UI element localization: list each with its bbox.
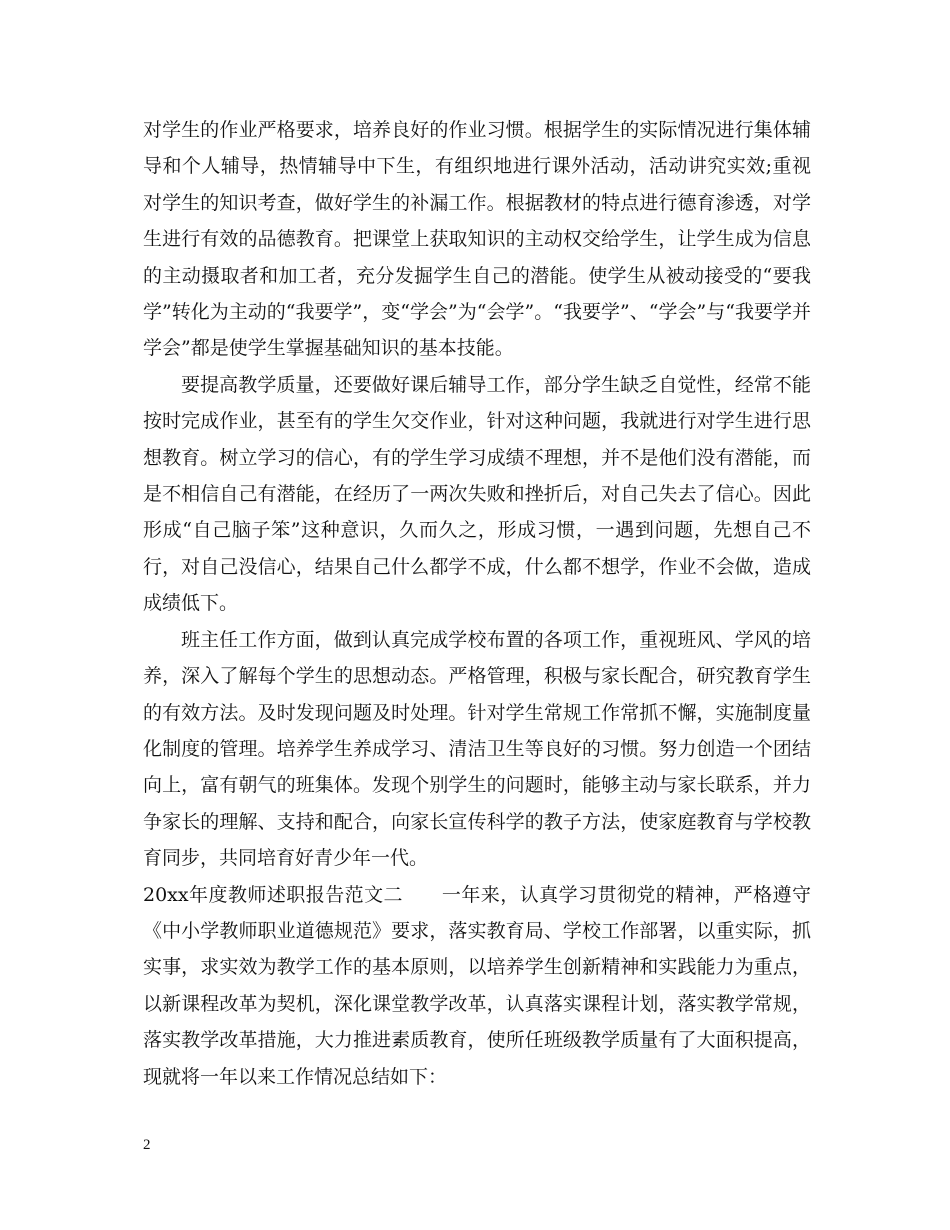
section-heading: 20xx年度教师述职报告范文二 [143,883,403,906]
document-body [143,112,811,1095]
paragraph-1: 对学生的作业严格要求，培养良好的作业习惯。根据学生的实际情况进行集体辅导和个人辅导，热情辅导中下生，有组织地进行课外活动，活动讲究实效;重视对学生的知识考查，做好学生的补漏工作。根据教材的特点进行德育渗透，对学生进行有效的品德教育。把课堂上获取知识的主动权交给学生，让学生成为信息的主动摄取者和加工者，充分发掘学生自己的潜能。使学生从被动接受的“要我学”转化为主动的“我要学”，变“学会”为“会学”。“我要学”、“学会”与“我要学并学会”都是使学生掌握基础知识的基本技能。 [143,119,811,360]
section-body: 一年来，认真学习贯彻党的精神，严格遵守《中小学教师职业道德规范》要求，落实教育局、学校工作部署，以重实际，抓实事，求实效为教学工作的基本原则，以培养学生创新精神和实践能力为重点，以新课程改革为契机，深化课堂教学改革，认真落实课程计划，落实教学常规，落实教学改革措施，大力推进素质教育，使所任班级教学质量有了大面积提高，现就将一年以来工作情况总结如下： [143,883,811,1088]
section-paragraph [143,877,811,1095]
paragraph-3: 班主任工作方面，做到认真完成学校布置的各项工作，重视班风、学风的培养，深入了解每个学生的思想动态。严格管理，积极与家长配合，研究教育学生的有效方法。及时发现问题及时处理。针对学生常规工作常抓不懈，实施制度量化制度的管理。培养学生养成学习、清洁卫生等良好的习惯。努力创造一个团结向上，富有朝气的班集体。发现个别学生的问题时，能够主动与家长联系，并力争家长的理解、支持和配合，向家长宣传科学的教子方法，使家庭教育与学校教育同步，共同培育好青少年一代。 [143,628,811,870]
paragraph-2: 要提高教学质量，还要做好课后辅导工作，部分学生缺乏自觉性，经常不能按时完成作业，甚至有的学生欠交作业，针对这种问题，我就进行对学生进行思想教育。树立学习的信心，有的学生学习成绩不理想，并不是他们没有潜能，而是不相信自己有潜能，在经历了一两次失败和挫折后，对自己失去了信心。因此形成“自己脑子笨”这种意识，久而久之，形成习惯，一遇到问题，先想自己不行，对自己没信心，结果自己什么都学不成，什么都不想学，作业不会做，造成成绩低下。 [143,373,811,615]
page-number: 2 [143,1137,151,1153]
